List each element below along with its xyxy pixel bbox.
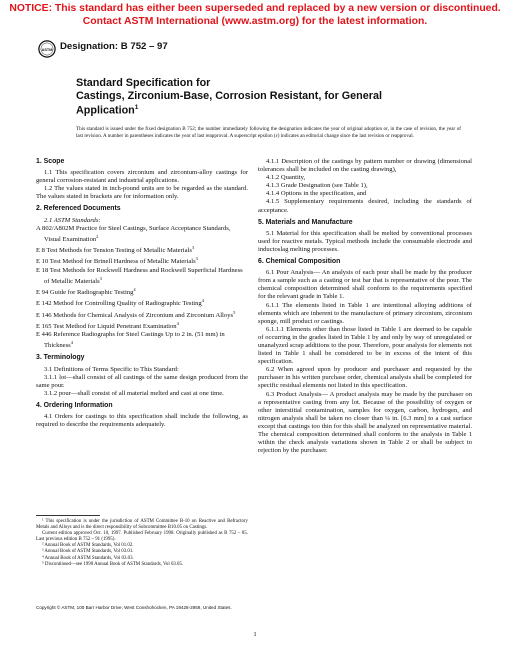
paragraph-6-2: 6.2 When agreed upon by producer and purchaser and requested by the purchaser in his written purchase order, chemical analysis shall be completed for specific residual elements not listed in this specification. bbox=[258, 366, 472, 390]
paragraph-4-1: 4.1 Orders for castings to this specification shall include the following, as required to describe the requirements adequately. bbox=[36, 413, 248, 429]
title-line-1: Standard Specification for bbox=[76, 77, 211, 89]
notice-line-2: Contact ASTM International (www.astm.org) for the latest information. bbox=[82, 16, 428, 27]
footnote-divider bbox=[36, 515, 100, 516]
paragraph-4-1-3: 4.1.3 Grade Designation (see Table 1), bbox=[266, 182, 368, 190]
reference-a802: A 802/A802M Practice for Steel Castings, Surface Acceptance Standards, Visual Examination$^2$ bbox=[36, 224, 231, 243]
title-line-2: Castings, Zirconium-Base, Corrosion Resistant, for General bbox=[76, 89, 382, 102]
notice-line-1: NOTICE: This standard has either been superseded and replaced by a new version or discontinued. bbox=[9, 3, 501, 14]
footnote-3: ³ Annual Book of ASTM Standards, Vol 03.01. bbox=[42, 549, 134, 555]
supersession-notice bbox=[0, 2, 510, 28]
document-title bbox=[76, 77, 436, 117]
title-line-3: Application$^1$ bbox=[76, 104, 139, 117]
reference-e146: E 146 Methods for Chemical Analysis of Zirconium and Zirconium Alloys$^5$ bbox=[36, 309, 236, 319]
section-heading-terminology: 3. Terminology bbox=[36, 354, 85, 362]
standard-issuance-note: This standard is issued under the fixed designation B 752; the number immediately following the designation indicates the year of original adoption or, in the case of revision, the year of last revision. A number in parentheses indicates the year of last reapproval. A superscript epsilon (ε) indicates an editorial change since the last revision or reapproval. bbox=[76, 126, 461, 139]
paragraph-1-2: 1.2 The values stated in inch-pound units are to be regarded as the standard. The values stated in brackets are for information only. bbox=[36, 185, 248, 201]
svg-text:ASTM: ASTM bbox=[41, 47, 53, 52]
designation: Designation: B 752 – 97 bbox=[60, 41, 168, 52]
paragraph-4-1-2: 4.1.2 Quantity, bbox=[266, 174, 306, 182]
paragraph-3-1-2: 3.1.2 pour—shall consist of all material melted and cast at one time. bbox=[44, 389, 224, 397]
footnotes bbox=[36, 519, 248, 568]
reference-e10: E 10 Test Method for Brinell Hardness of Metallic Materials$^3$ bbox=[36, 256, 198, 266]
paragraph-4-1-4: 4.1.4 Options in the specification, and bbox=[266, 190, 367, 198]
copyright-line: Copyright © ASTM, 100 Barr Harbor Drive, West Conshohocken, PA 19428-2959, United States. bbox=[36, 605, 232, 610]
section-heading-scope: 1. Scope bbox=[36, 158, 65, 165]
section-heading-materials: 5. Materials and Manufacture bbox=[258, 218, 353, 226]
paragraph-3-1-1: 3.1.1 lot—shall consist of all castings of the same design produced from the same pour. bbox=[36, 373, 248, 389]
footnote-2: ² Annual Book of ASTM Standards, Vol 01.02. bbox=[42, 543, 134, 549]
section-heading-chemical-composition: 6. Chemical Composition bbox=[258, 258, 341, 266]
reference-e18: E 18 Test Methods for Rockwell Hardness and Rockwell Superficial Hardness of Metallic Materials$^3$ bbox=[36, 266, 243, 285]
paragraph-3-1: 3.1 Definitions of Terms Specific to This Standard: bbox=[44, 365, 179, 373]
paragraph-6-1: 6.1 Pour Analysis— An analysis of each pour shall be made by the producer from a sample such as a casting or test bar that is representative of the pour. The chemical composition determined shall conform to the requirements specified for the relevant grade in Table 1. bbox=[258, 269, 472, 301]
right-column bbox=[258, 158, 472, 455]
reference-e94: E 94 Guide for Radiographic Testing$^4$ bbox=[36, 286, 136, 297]
paragraph-4-1-1: 4.1.1 Description of the castings by pattern number or drawing (dimensional tolerances shall be included on the casting drawing), bbox=[258, 158, 472, 174]
paragraph-5-1: 5.1 Material for this specification shall be melted by conventional processes used for reactive metals. Typical methods include the consumable electrode and inductoslag melting processes. bbox=[258, 229, 472, 253]
astm-logo-icon bbox=[38, 40, 56, 58]
paragraph-6-3: 6.3 Product Analysis— A product analysis may be made by the purchaser on a representative casting from any lot. Because of the possibility of oxygen or other interstitial contamination, samples for oxygen, carbon, hydrogen, and nitrogen analysis shall be taken no closer than ¼ in. [6.3 mm] to a cast surface except that castings too thin for this shall be analyzed on representative material. The chemical composition determined shall conform to the analysis in Table 1 within the check analysis variations shown in Table 2 or shall be subject to rejection by the purchaser. bbox=[258, 390, 472, 455]
paragraph-6-1-1: 6.1.1 The elements listed in Table 1 are intentional alloying additions of elements which are inherent to the manufacture of primary zirconium, zirconium sponge, mill product or castings. bbox=[258, 301, 472, 325]
section-heading-ordering-information: 4. Ordering Information bbox=[36, 401, 113, 409]
footnote-1: ¹ This specification is under the jurisdiction of ASTM Committee B-10 on Reactive and Refractory Metals and Alloys and is the direct responsibility of Subcommittee B10.05 on Castings. bbox=[36, 519, 248, 531]
paragraph-4-1-5: 4.1.5 Supplementary requirements desired, including the standards of acceptance. bbox=[258, 198, 472, 214]
reference-e8: E 8 Test Methods for Tension Testing of Metallic Materials$^3$ bbox=[36, 245, 195, 255]
footnote-1-edition: Current edition approved Oct. 10, 1997. Published February 1998. Originally published as B 752 – 85. Last previous edition B 752 – 91 (1995). bbox=[36, 531, 248, 543]
paragraph-1-1: 1.1 This specification covers zirconium and zirconium-alloy castings for general corrosion-resistant and industrial applications. bbox=[36, 169, 248, 185]
left-column bbox=[36, 158, 248, 429]
footnote-5: ⁵ Discontinued—see 1990 Annual Book of ASTM Standards, Vol 03.05. bbox=[42, 561, 184, 567]
paragraph-6-1-1-1: 6.1.1.1 Elements other than those listed in Table 1 are deemed to be capable of occurring in the grades listed in Table 1 by and only by way of unregulated or unanalyzed scrap additions to the pour. Therefore, pour analysis for elements not listed in Table 1 shall be considered to be in excess of the intent of this specification. bbox=[258, 325, 472, 366]
paragraph-2-1: 2.1 ASTM Standards: bbox=[44, 216, 101, 224]
reference-e446: E 446 Reference Radiographs for Steel Castings Up to 2 in. (51 mm) in Thickness$^4$ bbox=[36, 331, 225, 350]
footnote-4: ⁴ Annual Book of ASTM Standards, Vol 03.03. bbox=[42, 555, 134, 561]
page-number: 1 bbox=[253, 631, 257, 638]
reference-e142: E 142 Method for Controlling Quality of Radiographic Testing$^4$ bbox=[36, 298, 204, 308]
reference-e165: E 165 Test Method for Liquid Penetrant Examination$^4$ bbox=[36, 320, 179, 330]
section-heading-referenced-documents: 2. Referenced Documents bbox=[36, 205, 121, 213]
